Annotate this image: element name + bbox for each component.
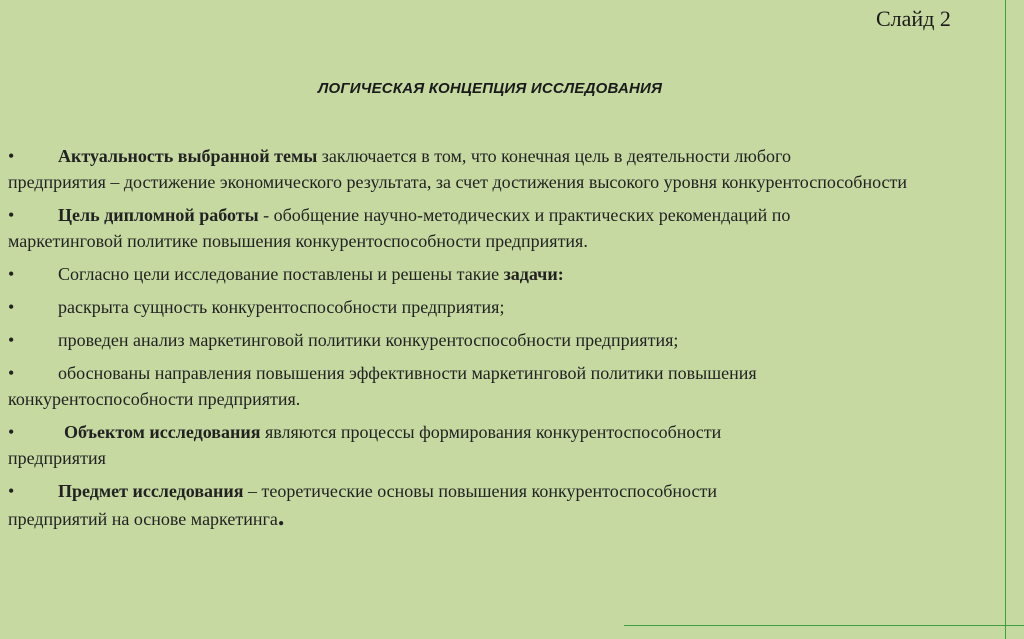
bullet: • [8,363,15,383]
item-continuation: предприятия [8,448,106,468]
list-item-subject [8,478,993,532]
bottom-border-line [624,625,1024,626]
bullet: • [8,264,15,284]
bullet: • [8,422,15,442]
item-continuation: маркетинговой политике повышения конкурентоспособности предприятия. [8,231,588,251]
item-text: заключается в том, что конечная цель в деятельности любого [317,146,791,166]
item-bold-term: Объектом исследования [64,422,261,442]
item-continuation: предприятий на основе маркетинга [8,509,278,529]
final-period: . [277,502,285,531]
bullet: • [8,481,15,501]
slide-number: Слайд 2 [876,6,951,31]
item-bold-term: задачи: [503,264,564,284]
list-item-task-1 [8,294,993,320]
list-item-object [8,419,993,471]
list-item-task-3 [8,360,993,412]
item-text: - обобщение научно-методических и практических рекомендаций по [258,205,791,225]
slide-content [8,143,993,539]
item-bold-term: Актуальность выбранной темы [58,146,318,166]
bullet: • [8,205,15,225]
bullet: • [8,146,15,166]
list-item-task-2 [8,327,993,353]
item-text: раскрыта сущность конкурентоспособности предприятия; [58,297,505,317]
item-bold-term: Цель дипломной работы [58,205,259,225]
list-item-goal [8,202,993,254]
list-item-tasks-intro [8,261,993,287]
item-text: проведен анализ маркетинговой политики конкурентоспособности предприятия; [58,330,679,350]
bullet: • [8,297,15,317]
slide-title: ЛОГИЧЕСКАЯ КОНЦЕПЦИЯ ИССЛЕДОВАНИЯ [318,80,663,97]
item-continuation: конкурентоспособности предприятия. [8,389,301,409]
item-text: Согласно цели исследование поставлены и решены такие [58,264,504,284]
item-text: – теоретические основы повышения конкурентоспособности [243,481,717,501]
bullet: • [8,330,15,350]
item-text: являются процессы формирования конкурентоспособности [260,422,722,442]
right-border-line [1005,0,1006,639]
list-item-relevance [8,143,993,195]
item-continuation: предприятия – достижение экономического результата, за счет достижения высокого уровня конкурентоспособности [8,172,908,192]
item-bold-term: Предмет исследования [58,481,244,501]
item-text: обоснованы направления повышения эффективности маркетинговой политики повышения [58,363,757,383]
